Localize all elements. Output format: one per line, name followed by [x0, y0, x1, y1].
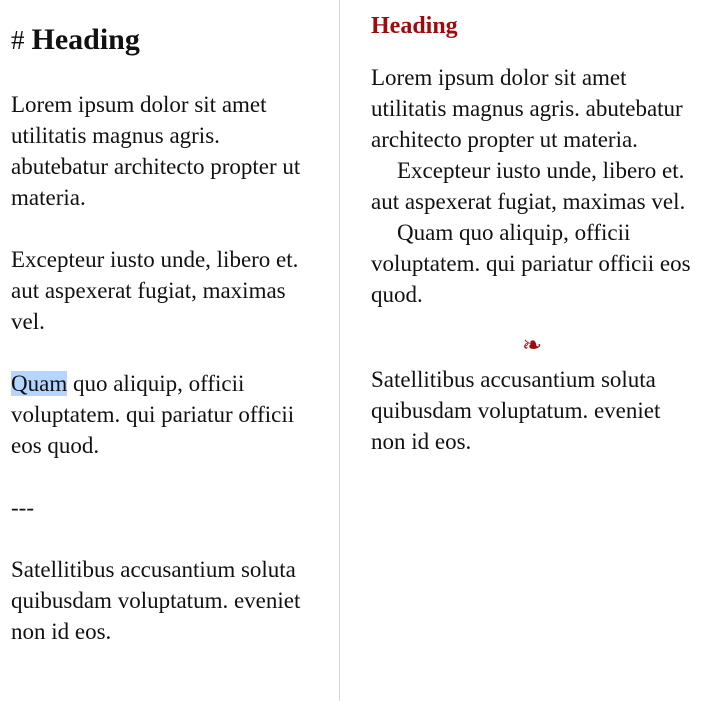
source-paragraph-4[interactable]: Satellitibus accusantium soluta quibusdam voluptatum. eveniet non id eos. [11, 557, 301, 644]
preview-paragraph-4: Satellitibus accusantium soluta quibusdam voluptatum. eveniet non id eos. [371, 367, 661, 454]
source-heading-line[interactable] [11, 22, 329, 58]
source-horizontal-rule[interactable]: --- [11, 495, 34, 520]
blank-line [11, 213, 329, 244]
text-selection[interactable]: Quam [11, 371, 68, 396]
preview-paragraph-1: Lorem ipsum dolor sit amet utilitatis magnus agris. abutebatur architecto propter ut materia. [371, 65, 683, 152]
blank-line [11, 461, 329, 492]
preview-heading: Heading [371, 13, 458, 39]
source-paragraph-3[interactable] [11, 368, 311, 461]
blank-line [11, 523, 329, 554]
source-paragraph-1[interactable]: Lorem ipsum dolor sit amet utilitatis magnus agris. abutebatur architecto propter ut materia. [11, 92, 301, 210]
blank-line [11, 337, 329, 368]
source-paragraph-2[interactable]: Excepteur iusto unde, libero et. aut aspexerat fugiat, maximas vel. [11, 247, 299, 334]
source-heading-text: Heading [31, 23, 140, 56]
section-break-fleuron-icon: ❧ [521, 333, 543, 359]
blank-line [11, 58, 329, 89]
heading-marker: # [11, 25, 25, 55]
source-paragraph-3-rest: quo aliquip, officii voluptatem. qui pariatur officii eos quod. [11, 371, 295, 458]
preview-paragraph-3: Quam quo aliquip, officii voluptatem. qui pariatur officii eos quod. [371, 220, 691, 307]
rendered-preview-pane [340, 0, 710, 701]
markdown-editor-pane[interactable] [0, 0, 339, 701]
preview-paragraph-2: Excepteur iusto unde, libero et. aut aspexerat fugiat, maximas vel. [371, 158, 686, 214]
